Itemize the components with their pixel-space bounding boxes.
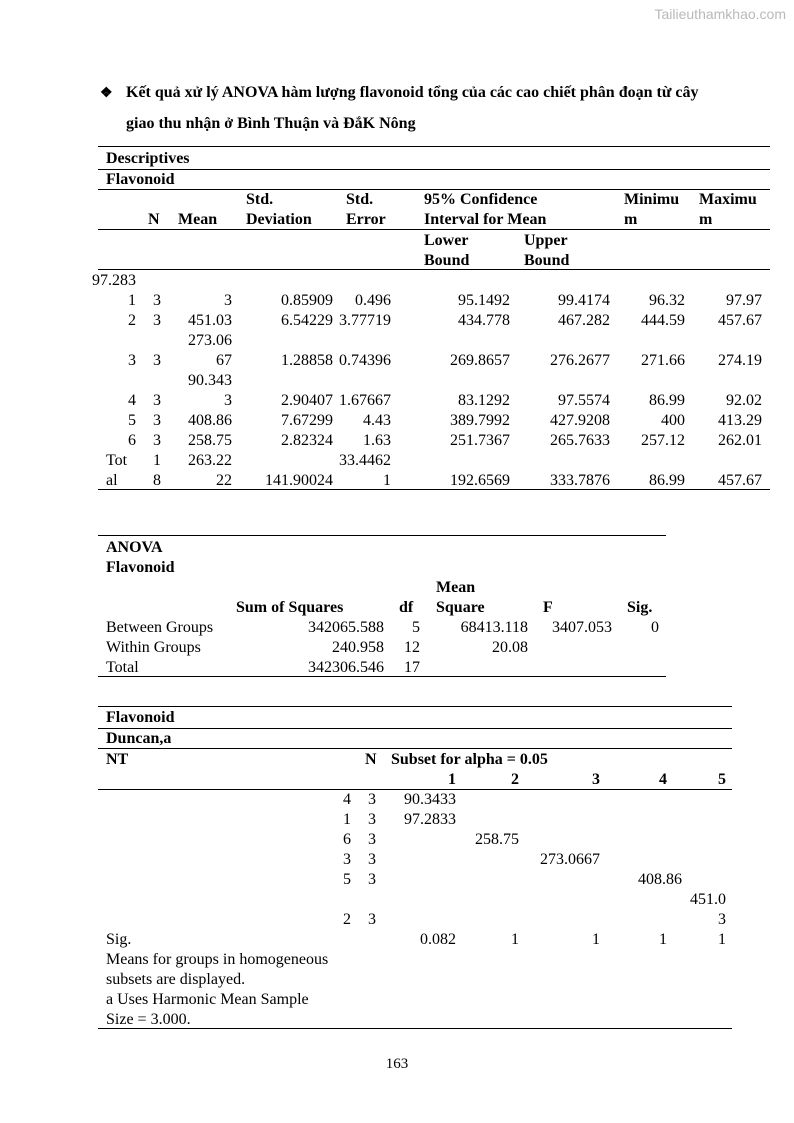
nt-cell: 3 xyxy=(343,851,351,868)
min-cell: 86.99 xyxy=(649,392,685,409)
mean-cell: 273.06 xyxy=(188,332,232,349)
header-n: N xyxy=(148,211,160,228)
group-cell: 2 xyxy=(128,312,136,329)
header-min-2: m xyxy=(624,211,638,228)
std-err-cell: 1.63 xyxy=(363,432,391,449)
total-label-2: al xyxy=(106,472,118,489)
heading-line-1: Kết quả xử lý ANOVA hàm lượng flavonoid tổng của các cao chiết phân đoạn từ cây xyxy=(126,84,699,101)
sig-subset-2: 1 xyxy=(511,931,519,948)
max-cell: 262.01 xyxy=(718,432,762,449)
min-cell: 86.99 xyxy=(649,472,685,489)
page-number: 163 xyxy=(385,1056,409,1072)
max-cell: 457.67 xyxy=(718,472,762,489)
max-cell: 92.02 xyxy=(726,392,762,409)
df-cell: 5 xyxy=(412,619,420,636)
header-subset-3: 3 xyxy=(592,771,600,788)
upper-cell: 97.5574 xyxy=(558,392,610,409)
header-nt: NT xyxy=(106,751,129,768)
ms-cell: 68413.118 xyxy=(460,619,528,636)
subset-5-cell: 451.0 xyxy=(690,891,726,908)
header-f: F xyxy=(543,599,553,616)
note-line: Size = 3.000. xyxy=(106,1011,191,1028)
min-cell: 271.66 xyxy=(641,352,685,369)
n-cell: 3 xyxy=(368,811,376,828)
lower-cell: 95.1492 xyxy=(458,292,510,309)
header-lower: Lower xyxy=(424,232,469,249)
std-dev-cell: 2.90407 xyxy=(281,392,333,409)
max-cell: 97.97 xyxy=(726,292,762,309)
note-line: subsets are displayed. xyxy=(106,971,246,988)
header-ci-2: Interval for Mean xyxy=(424,211,547,228)
n-cell: 3 xyxy=(153,412,161,429)
mean-cell: 258.75 xyxy=(188,432,232,449)
header-lower-2: Bound xyxy=(424,252,470,269)
duncan-title: Flavonoid xyxy=(106,709,175,726)
min-cell: 257.12 xyxy=(641,432,685,449)
header-upper: Upper xyxy=(524,232,568,249)
lower-cell: 83.1292 xyxy=(458,392,510,409)
subset-1-cell: 97.2833 xyxy=(404,811,456,828)
subset-4-cell: 408.86 xyxy=(638,871,682,888)
lower-cell: 389.7992 xyxy=(450,412,510,429)
sig-subset-1: 0.082 xyxy=(420,931,456,948)
std-err-cell-2: 1 xyxy=(383,472,391,489)
n-cell: 3 xyxy=(153,292,161,309)
header-std-dev-2: Deviation xyxy=(246,211,312,228)
ss-cell: 342065.588 xyxy=(308,619,384,636)
nt-cell: 5 xyxy=(343,871,351,888)
upper-cell: 467.282 xyxy=(558,312,610,329)
n-cell: 3 xyxy=(368,871,376,888)
mean-cell: 263.22 xyxy=(188,452,232,469)
header-subset: Subset for alpha = 0.05 xyxy=(391,751,548,768)
sig-subset-5: 1 xyxy=(718,931,726,948)
anova-title: ANOVA xyxy=(106,539,163,556)
ss-cell: 240.958 xyxy=(332,639,384,656)
header-std-err-2: Error xyxy=(346,211,386,228)
row-label: Total xyxy=(106,659,139,676)
group-cell: 5 xyxy=(128,412,136,429)
std-err-cell: 0.74396 xyxy=(339,352,391,369)
n-cell: 3 xyxy=(153,432,161,449)
mean-cell-2: 22 xyxy=(216,472,232,489)
group-cell: 4 xyxy=(128,392,136,409)
n-cell: 3 xyxy=(368,911,376,928)
upper-cell: 333.7876 xyxy=(550,472,610,489)
subset-3-cell: 273.0667 xyxy=(540,851,600,868)
nt-cell: 1 xyxy=(343,811,351,828)
header-std-err: Std. xyxy=(346,191,374,208)
header-ss: Sum of Squares xyxy=(236,599,344,616)
total-label: Tot xyxy=(106,452,128,469)
ss-cell: 342306.546 xyxy=(308,659,384,676)
header-subset-2: 2 xyxy=(511,771,519,788)
header-n: N xyxy=(365,751,377,768)
std-err-cell: 33.4462 xyxy=(339,452,391,469)
header-ci: 95% Confidence xyxy=(424,191,538,208)
std-err-cell: 3.77719 xyxy=(339,312,391,329)
header-min: Minimu xyxy=(624,191,680,208)
mean-cell: 451.03 xyxy=(188,312,232,329)
header-df: df xyxy=(399,599,414,616)
sig-subset-3: 1 xyxy=(592,931,600,948)
descriptives-title: Descriptives xyxy=(106,150,190,167)
header-max-2: m xyxy=(699,211,713,228)
max-cell: 413.29 xyxy=(718,412,762,429)
anova-variable: Flavonoid xyxy=(106,559,175,576)
min-cell: 96.32 xyxy=(649,292,685,309)
ms-cell: 20.08 xyxy=(492,639,528,656)
min-cell: 400 xyxy=(661,412,685,429)
lower-cell: 434.778 xyxy=(458,312,510,329)
n-cell: 3 xyxy=(368,791,376,808)
std-dev-cell: 6.54229 xyxy=(281,312,333,329)
std-err-cell: 4.43 xyxy=(363,412,391,429)
header-mean: Mean xyxy=(178,211,218,228)
nt-cell: 2 xyxy=(343,911,351,928)
max-cell: 274.19 xyxy=(718,352,762,369)
nt-cell: 6 xyxy=(343,831,351,848)
upper-cell: 99.4174 xyxy=(558,292,610,309)
max-cell: 457.67 xyxy=(718,312,762,329)
diamond-bullet-icon: ❖ xyxy=(100,86,113,101)
std-err-cell: 1.67667 xyxy=(339,392,391,409)
std-dev-cell: 1.28858 xyxy=(281,352,333,369)
sig-subset-4: 1 xyxy=(659,931,667,948)
upper-cell: 276.2677 xyxy=(550,352,610,369)
descriptives-variable: Flavonoid xyxy=(106,171,175,188)
mean-cell-2: 3 xyxy=(224,392,232,409)
std-err-cell: 0.496 xyxy=(355,292,391,309)
upper-cell: 427.9208 xyxy=(550,412,610,429)
header-ms-2: Square xyxy=(436,599,485,616)
subset-5-cell-2: 3 xyxy=(718,911,726,928)
group-cell: 3 xyxy=(128,352,136,369)
df-cell: 17 xyxy=(404,659,420,676)
note-line: Means for groups in homogeneous xyxy=(106,951,329,968)
note-line: a Uses Harmonic Mean Sample xyxy=(106,991,309,1008)
mean-cell-2: 67 xyxy=(216,352,232,369)
header-std-dev: Std. xyxy=(246,191,274,208)
section-heading xyxy=(100,78,770,139)
row-label: Between Groups xyxy=(106,619,214,636)
header-upper-2: Bound xyxy=(524,252,570,269)
header-subset-4: 4 xyxy=(659,771,667,788)
heading-line-2: giao thu nhận ở Bình Thuận và ĐắK Nông xyxy=(126,115,416,132)
n-cell: 1 xyxy=(153,452,161,469)
std-dev-cell: 141.90024 xyxy=(265,472,333,489)
f-cell: 3407.053 xyxy=(552,619,612,636)
duncan-method: Duncan,a xyxy=(106,730,172,747)
header-max: Maximu xyxy=(699,191,757,208)
n-cell: 3 xyxy=(153,392,161,409)
header-subset-1: 1 xyxy=(448,771,456,788)
df-cell: 12 xyxy=(404,639,420,656)
sig-cell: 0 xyxy=(651,619,659,636)
header-subset-5: 5 xyxy=(718,771,726,788)
mean-cell: 90.343 xyxy=(188,372,232,389)
row-label: Within Groups xyxy=(106,639,201,656)
std-dev-cell: 7.67299 xyxy=(281,412,333,429)
lower-cell: 269.8657 xyxy=(450,352,510,369)
n-cell: 3 xyxy=(153,352,161,369)
min-cell: 444.59 xyxy=(641,312,685,329)
sig-label: Sig. xyxy=(106,931,132,948)
group-cell: 6 xyxy=(128,432,136,449)
group-cell: 1 xyxy=(128,292,136,309)
upper-cell: 265.7633 xyxy=(550,432,610,449)
mean-cell-2: 3 xyxy=(224,292,232,309)
subset-1-cell: 90.3433 xyxy=(404,791,456,808)
n-cell: 3 xyxy=(368,851,376,868)
mean-cell: 408.86 xyxy=(188,412,232,429)
n-cell-2: 8 xyxy=(153,472,161,489)
lower-cell: 192.6569 xyxy=(450,472,510,489)
subset-2-cell: 258.75 xyxy=(475,831,519,848)
header-ms: Mean xyxy=(436,579,476,596)
std-dev-cell: 0.85909 xyxy=(281,292,333,309)
header-sig: Sig. xyxy=(627,599,653,616)
lower-cell: 251.7367 xyxy=(450,432,510,449)
watermark: Tailieuthamkhao.com xyxy=(654,6,786,22)
nt-cell: 4 xyxy=(343,791,351,808)
n-cell: 3 xyxy=(153,312,161,329)
std-dev-cell: 2.82324 xyxy=(281,432,333,449)
n-cell: 3 xyxy=(368,831,376,848)
mean-cell: 97.283 xyxy=(92,272,136,289)
